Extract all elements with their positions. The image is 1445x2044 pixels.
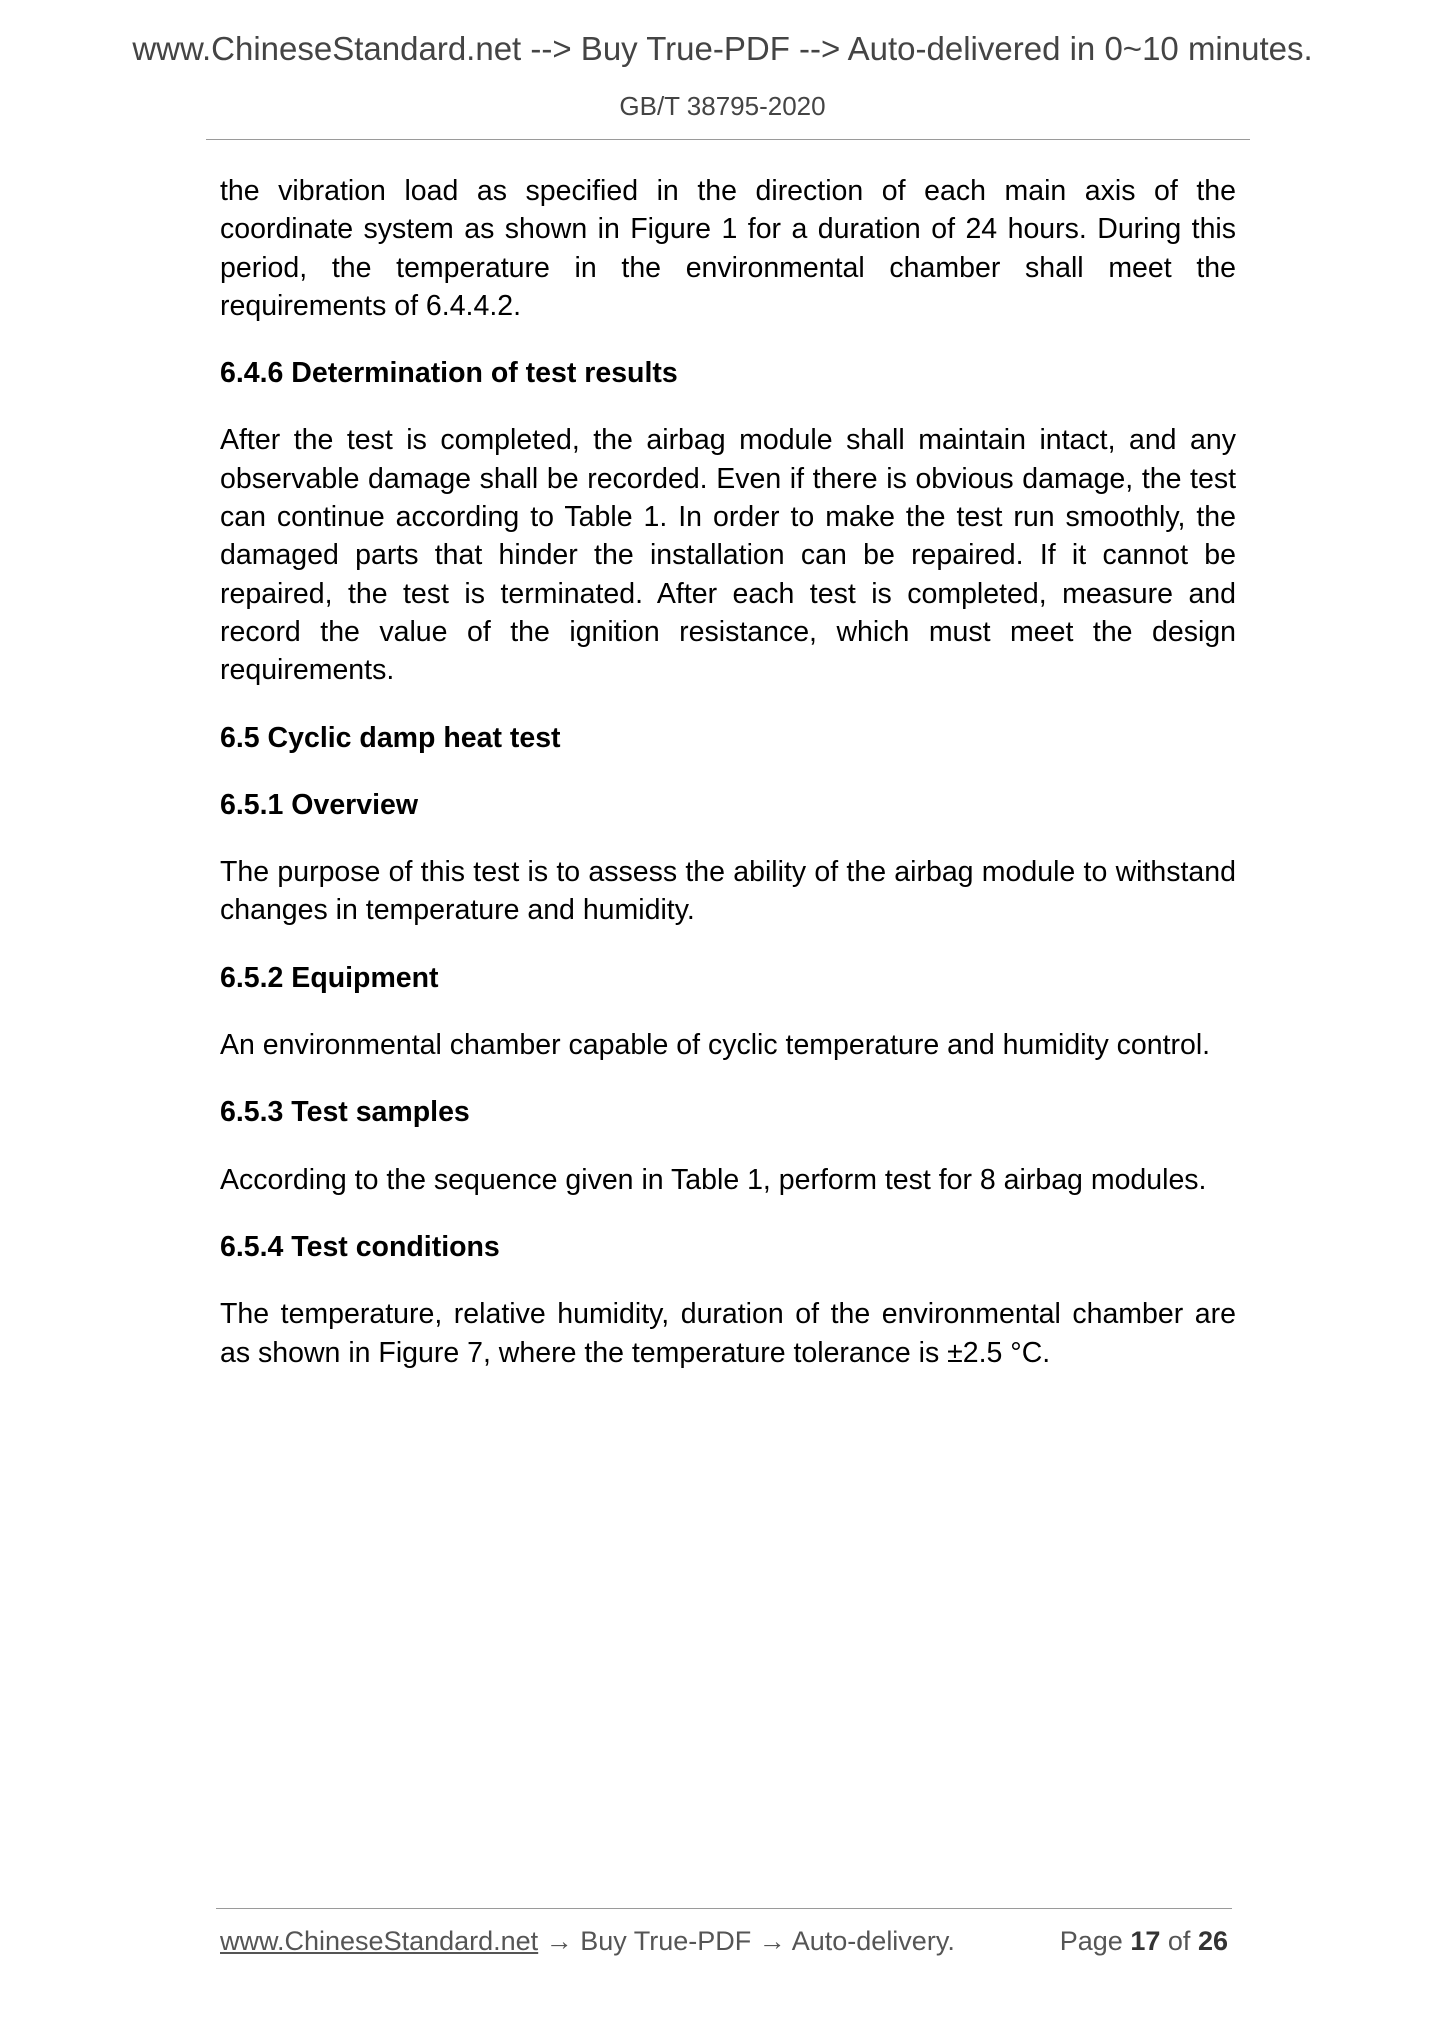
page-total: 26 bbox=[1197, 1926, 1228, 1956]
header-banner: www.ChineseStandard.net --> Buy True-PDF --> Auto-delivered in 0~10 minutes. bbox=[132, 30, 1313, 67]
page-label: Page bbox=[1059, 1926, 1123, 1956]
section-heading-6-5-1: 6.5.1 Overview bbox=[220, 788, 419, 821]
paragraph-continuation: the vibration load as specified in the direction of each main axis of the coordinate system as shown in Figure 1 for a duration of 24 hours. During this period, the temperature in the environmental chamber shall meet the requirements of 6.4.4.2. bbox=[220, 175, 1236, 322]
paragraph-6-5-1: The purpose of this test is to assess the ability of the airbag module to withstand changes in temperature and humidity. bbox=[220, 856, 1236, 927]
footer-divider bbox=[216, 1908, 1232, 1909]
page-of: of bbox=[1167, 1926, 1191, 1956]
header-divider bbox=[206, 139, 1250, 140]
section-heading-6-4-6: 6.4.6 Determination of test results bbox=[220, 357, 678, 390]
standard-number: GB/T 38795-2020 bbox=[619, 91, 826, 121]
footer-tagline: → Buy True-PDF → Auto-delivery. bbox=[538, 1926, 955, 1956]
document-body bbox=[220, 172, 1236, 1401]
section-heading-6-5-4: 6.5.4 Test conditions bbox=[220, 1230, 500, 1263]
page-number bbox=[1060, 1926, 1228, 1957]
paragraph-6-5-4: The temperature, relative humidity, duration of the environmental chamber are as shown in Figure 7, where the temperature tolerance is ±2.5 °C. bbox=[220, 1298, 1236, 1369]
paragraph-6-4-6: After the test is completed, the airbag module shall maintain intact, and any observable damage shall be recorded. Even if there is obvious damage, the test can continue according to Table 1. In order to make the test run smoothly, the damaged parts that hinder the installation can be repaired. If it cannot be repaired, the test is terminated. After each test is completed, measure and record the value of the ignition resistance, which must meet the design requirements. bbox=[220, 424, 1236, 687]
footer-website-link[interactable]: www.ChineseStandard.net bbox=[220, 1926, 539, 1956]
page-current: 17 bbox=[1130, 1926, 1161, 1956]
section-heading-6-5-2: 6.5.2 Equipment bbox=[220, 961, 439, 994]
section-heading-6-5-3: 6.5.3 Test samples bbox=[220, 1096, 470, 1129]
paragraph-6-5-3: According to the sequence given in Table 1, perform test for 8 airbag modules. bbox=[220, 1163, 1207, 1196]
page-footer bbox=[220, 1926, 1228, 1957]
section-heading-6-5: 6.5 Cyclic damp heat test bbox=[220, 721, 561, 754]
paragraph-6-5-2: An environmental chamber capable of cyclic temperature and humidity control. bbox=[220, 1029, 1211, 1062]
